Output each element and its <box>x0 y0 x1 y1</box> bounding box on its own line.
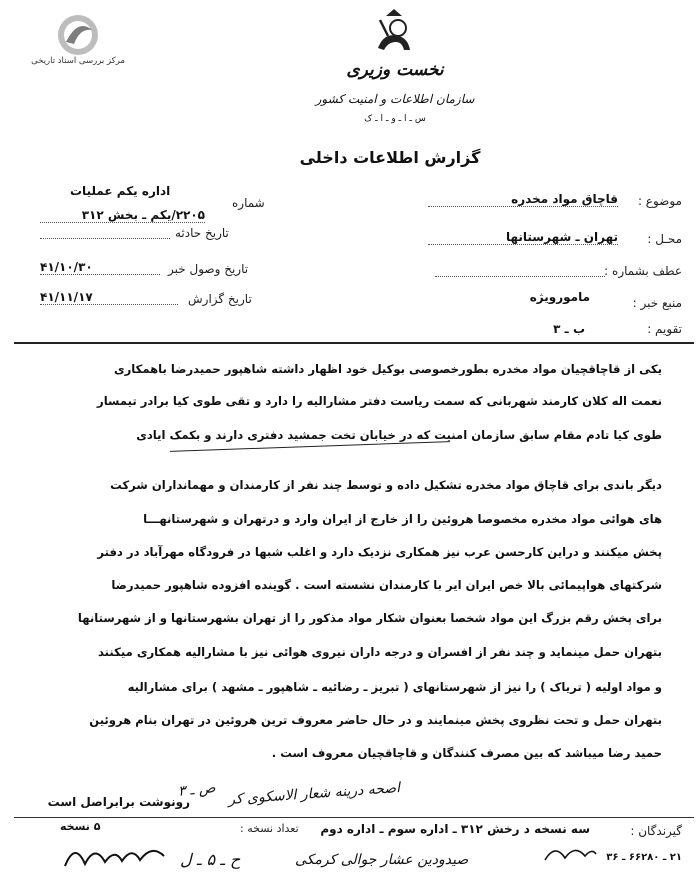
received-date-label: تاریخ وصول خبر <box>168 262 249 276</box>
place-label: محـل : <box>647 232 682 246</box>
separator-line <box>14 342 694 344</box>
number-value-line1: اداره یکم عملیات <box>70 184 171 198</box>
footer-separator <box>14 817 694 818</box>
number-label: شماره <box>232 196 265 210</box>
rating-label: تقویم : <box>647 322 682 336</box>
handwritten-signature-2: صیدودین عشار جوالی کرمکی <box>295 852 469 868</box>
number-value-line2: ۲۲۰۵/یکم ـ بخش ۳۱۲ <box>40 208 205 223</box>
body-line: دیگر باندی برای قاچاق مواد مخدره تشکیل داده و توسط چند نفر از کارمندان و مهمانداران شرکت <box>110 478 662 492</box>
organization-name: سازمان اطلاعات و امنیت کشور <box>315 92 475 106</box>
body-line: بتهران حمل مینماید و چند نفر از افسران و درجه داران نیروی هوائی نیز با مشارالیه همکاری میکنند <box>97 645 662 659</box>
organization-code: س ـ ا ـ و ـ ا ـ ک <box>364 114 426 124</box>
place-value: تهران ـ شهرستانها <box>428 230 618 245</box>
handwritten-underline <box>170 441 450 452</box>
body-line: نعمت اله کلان کارمند شهربانی که سمت ریاست دفتر مشارالیه را دارد و تقی طوی کیا برادر تیمسار <box>97 394 662 408</box>
subject-value: قاچاق مواد مخدره <box>428 192 618 207</box>
body-line: یکی از قاچاقچیان مواد مخدره بطورخصوصی بوکیل خود اظهار داشته شاهپور حمیدرضا باهمکاری <box>113 362 662 376</box>
archive-logo-icon <box>14 12 144 58</box>
lion-and-sun-emblem <box>368 6 420 58</box>
source-label: منبع خبر : <box>632 296 682 310</box>
incident-date-label: تاریخ حادثه <box>175 226 229 240</box>
source-value: مامورویژه <box>529 290 590 304</box>
body-line: شرکتهای هواپیمائی بالا خص ایران ایر با کارمندان نشسته است . گوینده افزوده شاهپور حمیدرضا <box>111 578 662 592</box>
received-date-value: ۴۱/۱۰/۳۰ <box>40 260 160 275</box>
report-date-value: ۴۱/۱۱/۱۷ <box>40 290 178 305</box>
archive-logo-caption: مرکز بررسی اسناد تاریخی <box>31 56 125 66</box>
reference-label: عطف بشماره : <box>604 264 682 278</box>
copies-label: تعداد نسخه : <box>240 822 299 835</box>
document-code: ۲۱ ـ ۶۶۲۸۰ ـ ۳۶ <box>606 852 682 863</box>
rating-value: ب ـ ۳ <box>553 322 585 336</box>
body-line: پخش میکنند و دراین کارحسن عرب نیز همکاری نزدیک دارد و اغلب شبها در فرودگاه مهرآباد در دفتر <box>97 545 662 559</box>
body-line: طوی کیا تادم مقام سابق سازمان امنیت که در خیابان تخت جمشید دفتری دارند و بکمک ایادی <box>136 428 662 442</box>
subject-label: موضوع : <box>637 194 682 208</box>
signature-scribble-right <box>540 838 600 868</box>
copy-note: رونوشت برابراصل است <box>47 795 190 809</box>
recipients-value: سه نسخه د رخش ۳۱۲ ـ اداره سوم ـ اداره دوم <box>320 822 590 836</box>
report-date-label: تاریخ گزارش <box>188 292 252 306</box>
handwritten-signature-1: ح ـ ۵ ـ ل <box>180 850 241 869</box>
recipients-label: گیرندگان : <box>630 824 682 838</box>
body-line: و مواد اولیه ( تریاک ) را نیز از شهرستانهای ( تبریز ـ رضائیه ـ شاهپور ـ مشهد ) برای مشارالیه <box>127 680 662 694</box>
lion-and-sun-icon <box>368 6 420 58</box>
report-title: گزارش اطلاعات داخلی <box>299 148 481 167</box>
copies-value: ۵ نسخه <box>60 820 101 833</box>
incident-date-line <box>40 238 170 239</box>
body-line: های هوائی مواد مخدره مخصوصا هروئین را از خارج از ایران وارد و درتهران و شهرستانهـــا <box>143 512 662 526</box>
ministry-title: نخست وزیری <box>346 60 444 80</box>
handwritten-code: ص ـ ۳ <box>177 780 217 800</box>
body-line: حمید رضا میباشد که بین مصرف کنندگان و قاچاقچیان معروف است . <box>271 746 662 760</box>
reference-line <box>435 276 605 277</box>
handwritten-note: اصحه درینه شعار الاسکوی کر <box>227 780 401 808</box>
body-line: برای پخش رقم بزرگ این مواد شخصا بعنوان شکار مواد مذکور را از تهران بشهرستانها و از شهرستانها <box>77 611 662 625</box>
body-line: بتهران حمل و تحت نظروی پخش مینمایند و در حال حاضر معروف ترین هروئین در تهران بنام هروئین <box>89 713 662 727</box>
signature-scribble-left <box>60 836 170 876</box>
